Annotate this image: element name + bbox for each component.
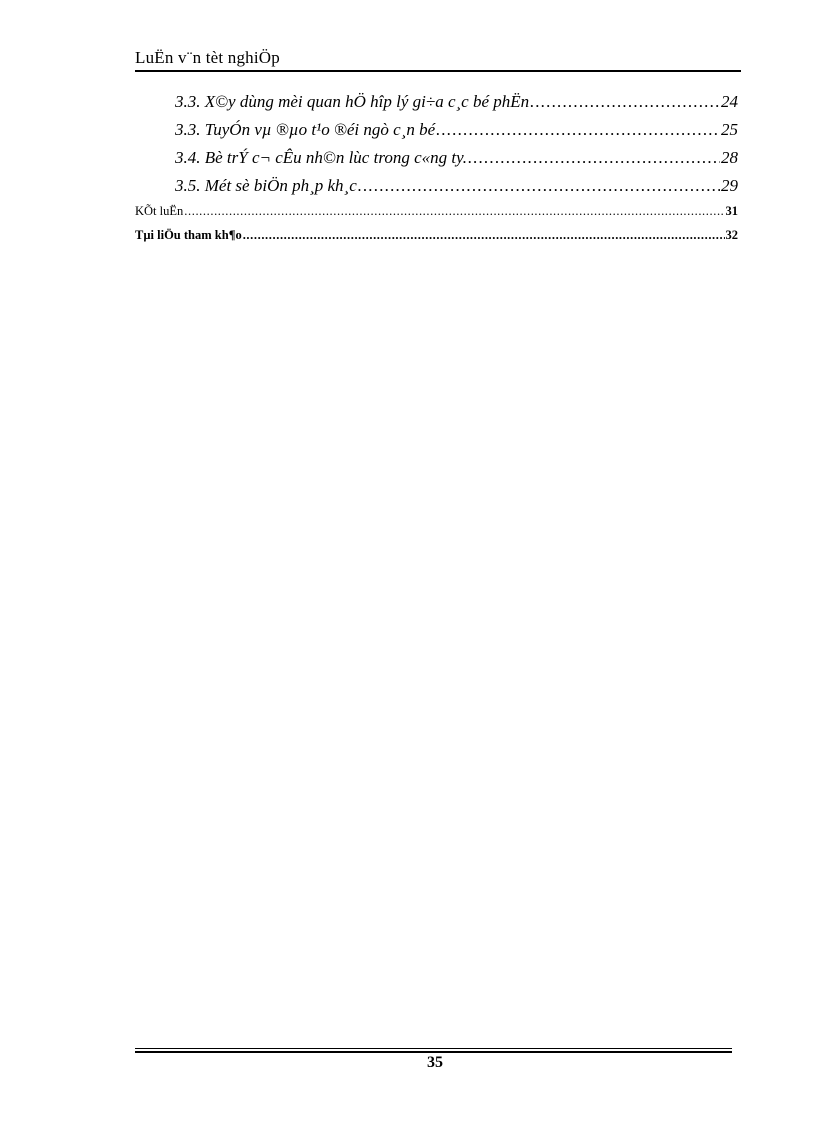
table-of-contents [135,92,738,252]
toc-dot-leader [468,148,720,168]
toc-entry [135,176,738,204]
toc-dot-leader [184,204,724,219]
toc-entry [135,120,738,148]
page-number: 35 [427,1054,443,1071]
toc-dot-leader [530,92,720,112]
toc-entry-label: 3.3. TuyÓn vµ ®µo t¹o ®éi ngò c¸n bé [175,120,436,139]
toc-entry-label: KÕt luËn [135,204,184,218]
toc-entry-label: 3.4. Bè trÝ c¬ cÊu nh©n lùc trong c«ng ty. [175,148,467,167]
toc-entry-page: 32 [725,228,738,242]
footer-rule-thick [135,1051,732,1053]
footer-rule-thin [135,1048,732,1049]
toc-entry-page: 28 [721,148,738,167]
toc-dot-leader [358,176,720,196]
toc-dot-leader [436,120,720,140]
toc-entry-label: 3.5. Mét sè biÖn ph¸p kh¸c [175,176,357,195]
toc-entry-references [135,228,738,252]
toc-entry-page: 29 [721,176,738,195]
page-header-title: LuËn v¨n tèt nghiÖp [135,48,280,67]
toc-entry-conclusion [135,204,738,228]
toc-entry-label: Tµi liÖu tham kh¶o [135,228,242,242]
toc-entry [135,92,738,120]
header-rule [135,70,741,72]
toc-dot-leader [243,228,725,243]
toc-entry [135,148,738,176]
toc-entry-page: 31 [725,204,738,218]
toc-entry-label: 3.3. X©y dùng mèi quan hÖ hîp lý gi÷a c¸c bé phËn [175,92,530,111]
toc-entry-page: 24 [721,92,738,111]
toc-entry-page: 25 [721,120,738,139]
